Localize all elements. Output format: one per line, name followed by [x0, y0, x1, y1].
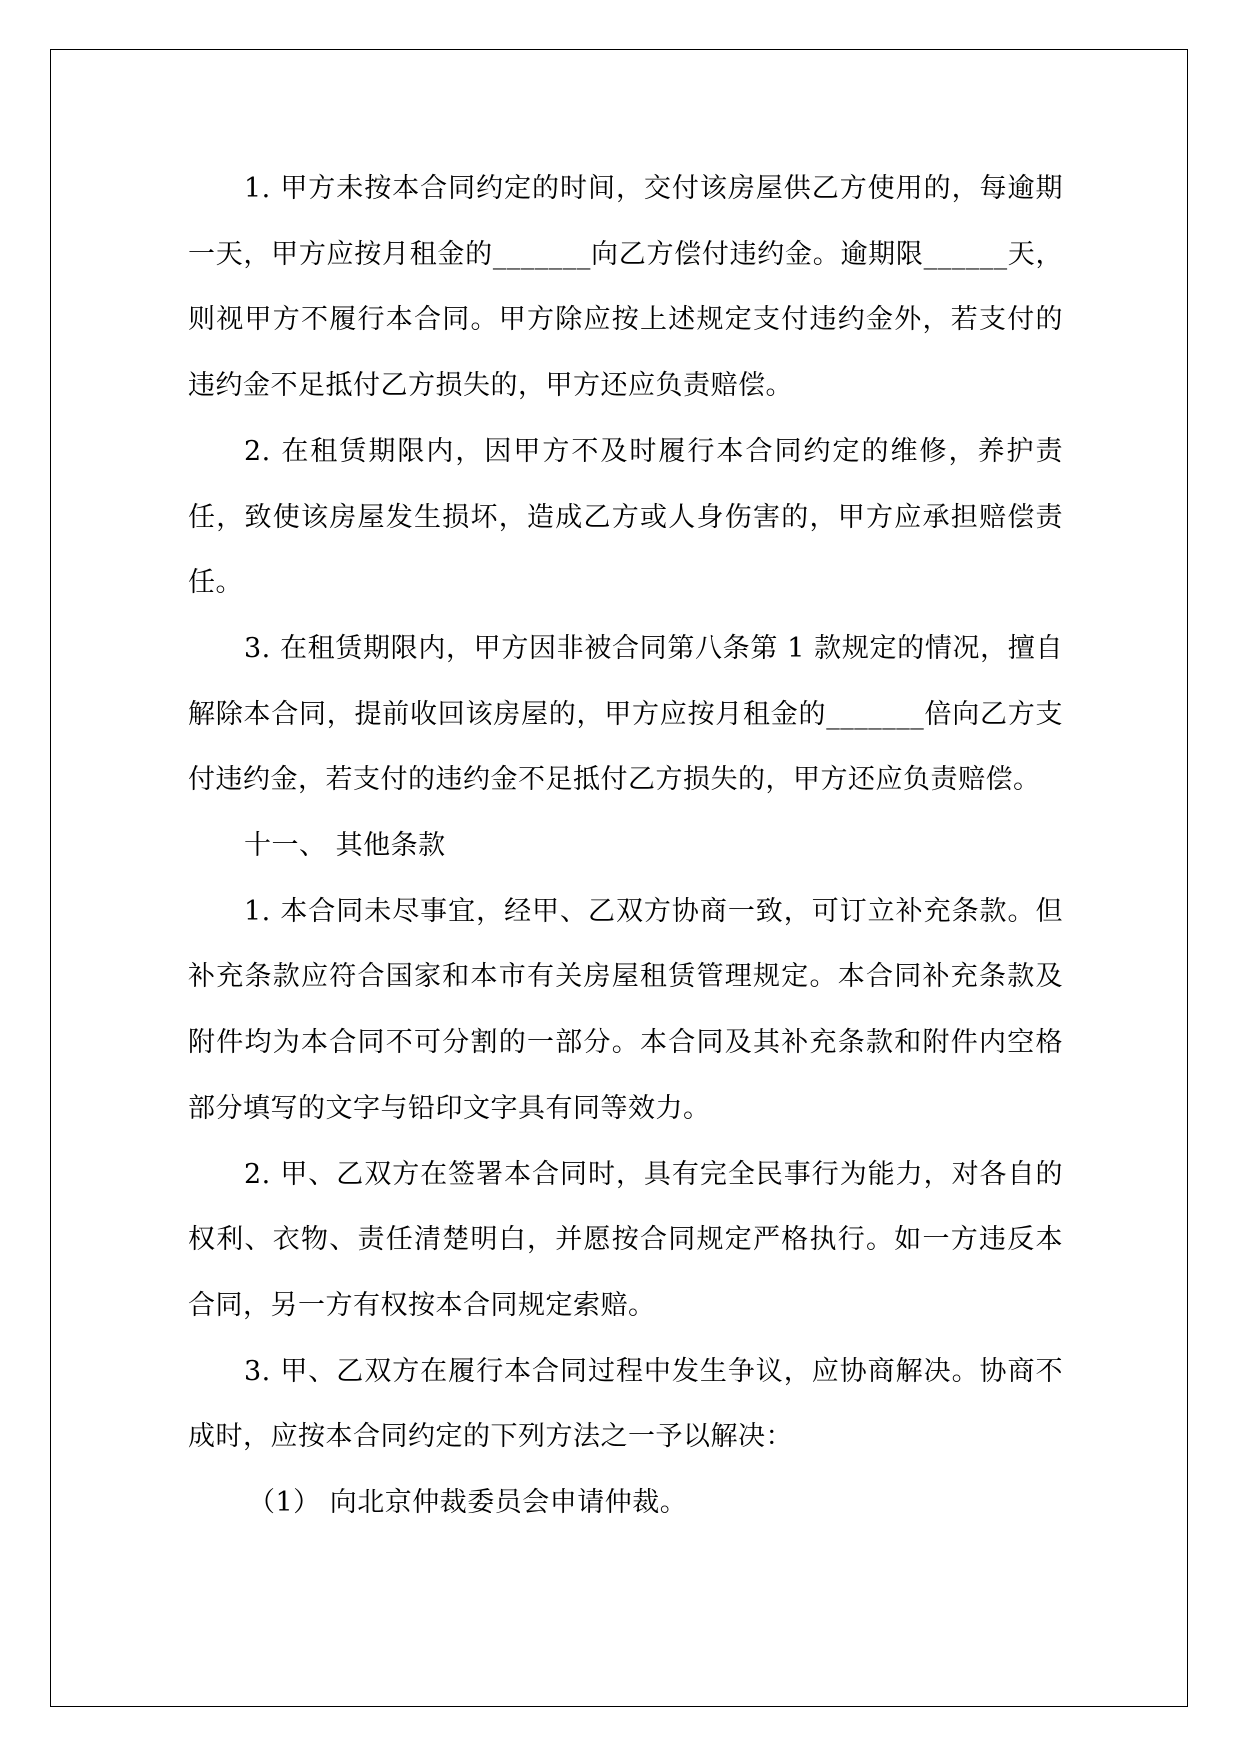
clause-paragraph: 2. 在租赁期限内，因甲方不及时履行本合同约定的维修，养护责任，致使该房屋发生损坏，造成乙方或人身伤害的，甲方应承担赔偿责任。	[188, 435, 1063, 599]
document-body	[188, 156, 1063, 1536]
clause-paragraph: 1. 甲方未按本合同约定的时间，交付该房屋供乙方使用的，每逾期一天，甲方应按月租金的_______向乙方偿付违约金。逾期限______天，则视甲方不履行本合同。甲方除应按上述规定支付违约金外，若支付的违约金不足抵付乙方损失的，甲方还应负责赔偿。	[188, 173, 1063, 402]
clause-paragraph: 1. 本合同未尽事宜，经甲、乙双方协商一致，可订立补充条款。但补充条款应符合国家和本市有关房屋租赁管理规定。本合同补充条款及附件均为本合同不可分割的一部分。本合同及其补充条款和附件内空格部分填写的文字与铅印文字具有同等效力。	[188, 895, 1063, 1124]
section-heading: 十一、 其他条款	[244, 830, 446, 862]
clause-paragraph: 2. 甲、乙双方在签署本合同时，具有完全民事行为能力，对各自的权利、衣物、责任清楚明白，并愿按合同规定严格执行。如一方违反本合同，另一方有权按本合同规定索赔。	[188, 1158, 1063, 1321]
clause-paragraph: 3. 甲、乙双方在履行本合同过程中发生争议，应协商解决。协商不成时，应按本合同约定的下列方法之一予以解决：	[188, 1355, 1063, 1453]
clause-paragraph: 3. 在租赁期限内，甲方因非被合同第八条第 1 款规定的情况，擅自解除本合同，提前收回该房屋的，甲方应按月租金的_______倍向乙方支付违约金，若支付的违约金不足抵付乙方损失的，甲方还应负责赔偿。	[188, 632, 1063, 796]
sub-item: （1） 向北京仲裁委员会申请仲裁。	[248, 1487, 688, 1519]
